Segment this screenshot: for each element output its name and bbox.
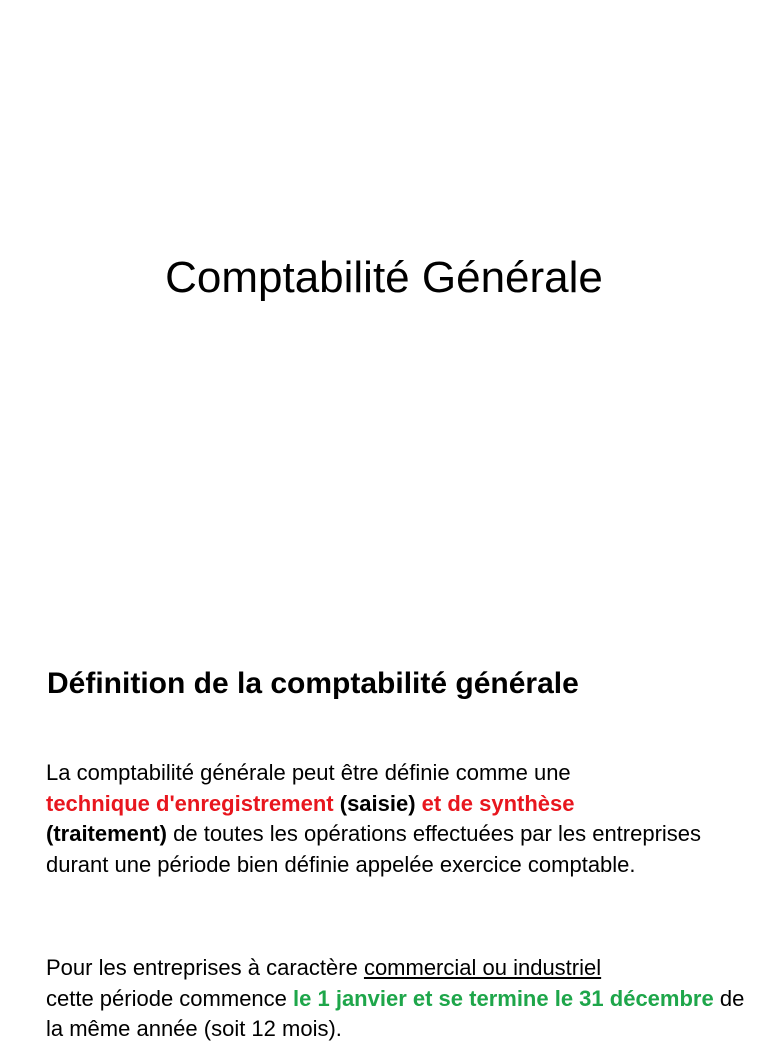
period-rest-text: de la même année (soit 12 mois). [46,985,745,1041]
highlight-synthese: et de synthèse [415,790,575,816]
slide-title: Comptabilité Générale [165,253,603,302]
section-heading: Définition de la comptabilité générale [47,667,579,700]
paragraph-rest-text: de toutes les opérations effectuées par les entreprises durant une période bien définie appelée exercice comptable. [46,821,702,877]
period-intro-text: Pour les entreprises à caractère [46,955,364,980]
highlight-traitement: (traitement) [46,821,168,846]
highlight-saisie: (saisie) [333,790,416,816]
period-middle-text: cette période commence [46,985,294,1011]
definition-paragraph [46,758,746,880]
sector-text: commercial ou industriel [363,955,602,980]
highlight-period: le 1 janvier et se termine le 31 décembre [293,985,714,1011]
period-paragraph [46,953,746,1045]
highlight-technique: technique d'enregistrement [46,790,334,816]
paragraph-intro-text: La comptabilité générale peut être définie comme une [46,760,571,785]
